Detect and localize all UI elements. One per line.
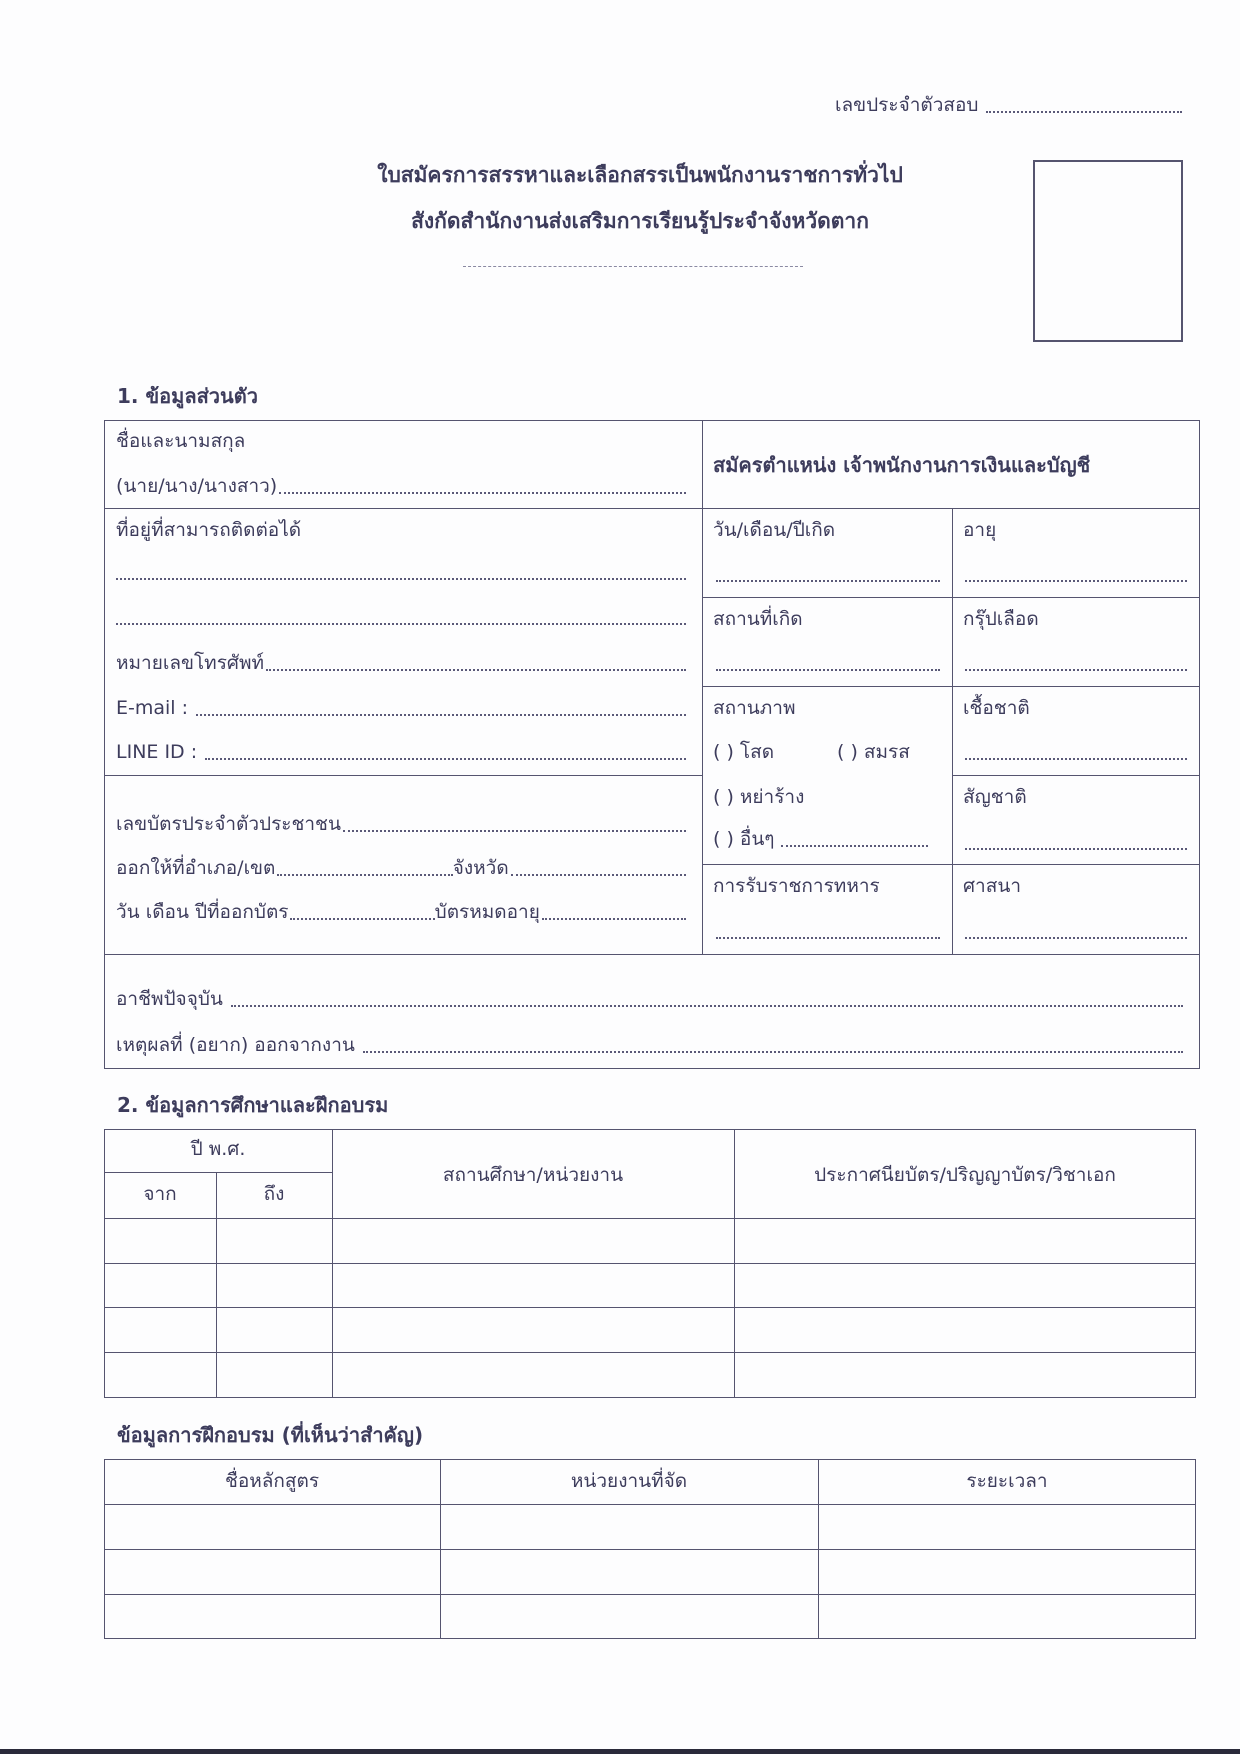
reason-label: เหตุผลที่ (อยาก) ออกจากงาน bbox=[116, 1034, 355, 1056]
course-header: ชื่อหลักสูตร bbox=[224, 1470, 320, 1492]
name-label: ชื่อและนามสกุล bbox=[116, 430, 246, 452]
divider bbox=[104, 1594, 1196, 1595]
divider bbox=[104, 508, 1200, 509]
to-header: ถึง bbox=[263, 1183, 285, 1205]
line-id-dots bbox=[205, 758, 686, 760]
issued-at-label: ออกให้ที่อำเภอ/เขต bbox=[116, 857, 276, 879]
reason-dots bbox=[363, 1051, 1183, 1053]
status-single-option[interactable]: ( ) โสด bbox=[713, 741, 775, 763]
status-other-field[interactable] bbox=[713, 830, 928, 849]
nationality-label: สัญชาติ bbox=[963, 786, 1027, 808]
expiry-dots bbox=[542, 918, 686, 920]
year-header: ปี พ.ศ. bbox=[190, 1138, 246, 1160]
occupation-field[interactable] bbox=[116, 990, 1183, 1009]
phone-dots bbox=[266, 669, 686, 671]
institution-header: สถานศึกษา/หน่วยงาน bbox=[442, 1164, 624, 1186]
military-label: การรับราชการทหาร bbox=[713, 875, 880, 897]
occupation-dots bbox=[231, 1005, 1183, 1007]
reason-field[interactable] bbox=[116, 1036, 1183, 1055]
divider bbox=[104, 954, 1200, 955]
divider bbox=[104, 1263, 1196, 1264]
phone-field[interactable] bbox=[116, 654, 686, 673]
email-field[interactable] bbox=[116, 699, 686, 718]
address-line-1[interactable] bbox=[116, 578, 686, 580]
section2-heading: 2. ข้อมูลการศึกษาและฝึกอบรม bbox=[117, 1093, 389, 1117]
status-other-option[interactable]: ( ) อื่นๆ bbox=[713, 828, 775, 850]
expiry-label: บัตรหมดอายุ bbox=[434, 901, 540, 923]
race-label: เชื้อชาติ bbox=[963, 697, 1030, 719]
divider bbox=[104, 1504, 1196, 1505]
divider bbox=[104, 775, 702, 776]
duration-header: ระยะเวลา bbox=[966, 1470, 1048, 1492]
email-label: E-mail : bbox=[116, 697, 189, 719]
line-id-label: LINE ID : bbox=[116, 741, 198, 763]
military-dots[interactable] bbox=[716, 937, 940, 939]
name-dots bbox=[279, 492, 686, 494]
address-line-2[interactable] bbox=[116, 623, 686, 625]
status-label: สถานภาพ bbox=[713, 697, 796, 719]
status-other-dots bbox=[781, 845, 928, 847]
from-header: จาก bbox=[143, 1183, 177, 1205]
occupation-label: อาชีพปัจจุบัน bbox=[116, 988, 223, 1010]
id-card-field[interactable] bbox=[116, 815, 686, 834]
nationality-dots[interactable] bbox=[965, 848, 1187, 850]
issue-date-label: วัน เดือน ปีที่ออกบัตร bbox=[116, 901, 289, 923]
race-dots[interactable] bbox=[965, 758, 1187, 760]
divider bbox=[702, 864, 1200, 865]
form-title-line1: ใบสมัครการสรรหาและเลือกสรรเป็นพนักงานราชการทั่วไป bbox=[377, 163, 903, 187]
organizer-header: หน่วยงานที่จัด bbox=[570, 1470, 688, 1492]
issue-date-field[interactable] bbox=[116, 903, 686, 922]
divider bbox=[952, 775, 1200, 776]
issued-at-field[interactable] bbox=[116, 859, 686, 878]
birthplace-label: สถานที่เกิด bbox=[713, 608, 803, 630]
exam-id-dots bbox=[986, 111, 1182, 113]
birthplace-dots[interactable] bbox=[716, 669, 940, 671]
issued-at-dots bbox=[277, 874, 452, 876]
province-label: จังหวัด bbox=[452, 857, 509, 879]
address-label: ที่อยู่ที่สามารถติดต่อได้ bbox=[116, 519, 302, 541]
divider bbox=[702, 420, 703, 954]
age-label: อายุ bbox=[963, 519, 997, 541]
degree-header: ประกาศนียบัตร/ปริญญาบัตร/วิชาเอก bbox=[814, 1164, 1116, 1186]
birthdate-dots[interactable] bbox=[716, 580, 940, 582]
divider bbox=[702, 686, 1200, 687]
divider bbox=[104, 1307, 1196, 1308]
exam-id-label: เลขประจำตัวสอบ bbox=[835, 94, 979, 116]
divider bbox=[952, 508, 953, 954]
id-card-dots bbox=[343, 830, 686, 832]
issue-date-dots bbox=[290, 918, 434, 920]
divider bbox=[702, 597, 1200, 598]
id-card-label: เลขบัตรประจำตัวประชาชน bbox=[116, 813, 341, 835]
section1-heading: 1. ข้อมูลส่วนตัว bbox=[117, 384, 258, 408]
photo-box[interactable] bbox=[1033, 160, 1183, 342]
title-separator bbox=[463, 266, 803, 267]
exam-id-field[interactable] bbox=[835, 96, 1182, 115]
line-id-field[interactable] bbox=[116, 743, 686, 762]
religion-dots[interactable] bbox=[965, 937, 1187, 939]
divider bbox=[104, 1549, 1196, 1550]
divider bbox=[216, 1172, 217, 1398]
divider bbox=[104, 1218, 1196, 1219]
scan-edge bbox=[0, 1749, 1240, 1754]
status-divorced-option[interactable]: ( ) หย่าร้าง bbox=[713, 786, 805, 808]
position-label: สมัครตำแหน่ง เจ้าพนักงานการเงินและบัญชี bbox=[713, 453, 1091, 477]
birthdate-label: วัน/เดือน/ปีเกิด bbox=[713, 519, 836, 541]
title-prefix-label: (นาย/นาง/นางสาว) bbox=[116, 475, 278, 497]
blood-label: กรุ๊ปเลือด bbox=[963, 608, 1039, 630]
name-field[interactable] bbox=[116, 477, 686, 496]
religion-label: ศาสนา bbox=[963, 875, 1021, 897]
email-dots bbox=[196, 714, 686, 716]
form-title-line2: สังกัดสำนักงานส่งเสริมการเรียนรู้ประจำจังหวัดตาก bbox=[411, 209, 869, 233]
divider bbox=[104, 1172, 332, 1173]
status-married-option[interactable]: ( ) สมรส bbox=[837, 741, 910, 763]
phone-label: หมายเลขโทรศัพท์ bbox=[116, 652, 265, 674]
age-dots[interactable] bbox=[965, 580, 1187, 582]
training-heading: ข้อมูลการฝึกอบรม (ที่เห็นว่าสำคัญ) bbox=[117, 1423, 424, 1447]
blood-dots[interactable] bbox=[965, 669, 1187, 671]
province-dots bbox=[511, 874, 686, 876]
divider bbox=[104, 1352, 1196, 1353]
